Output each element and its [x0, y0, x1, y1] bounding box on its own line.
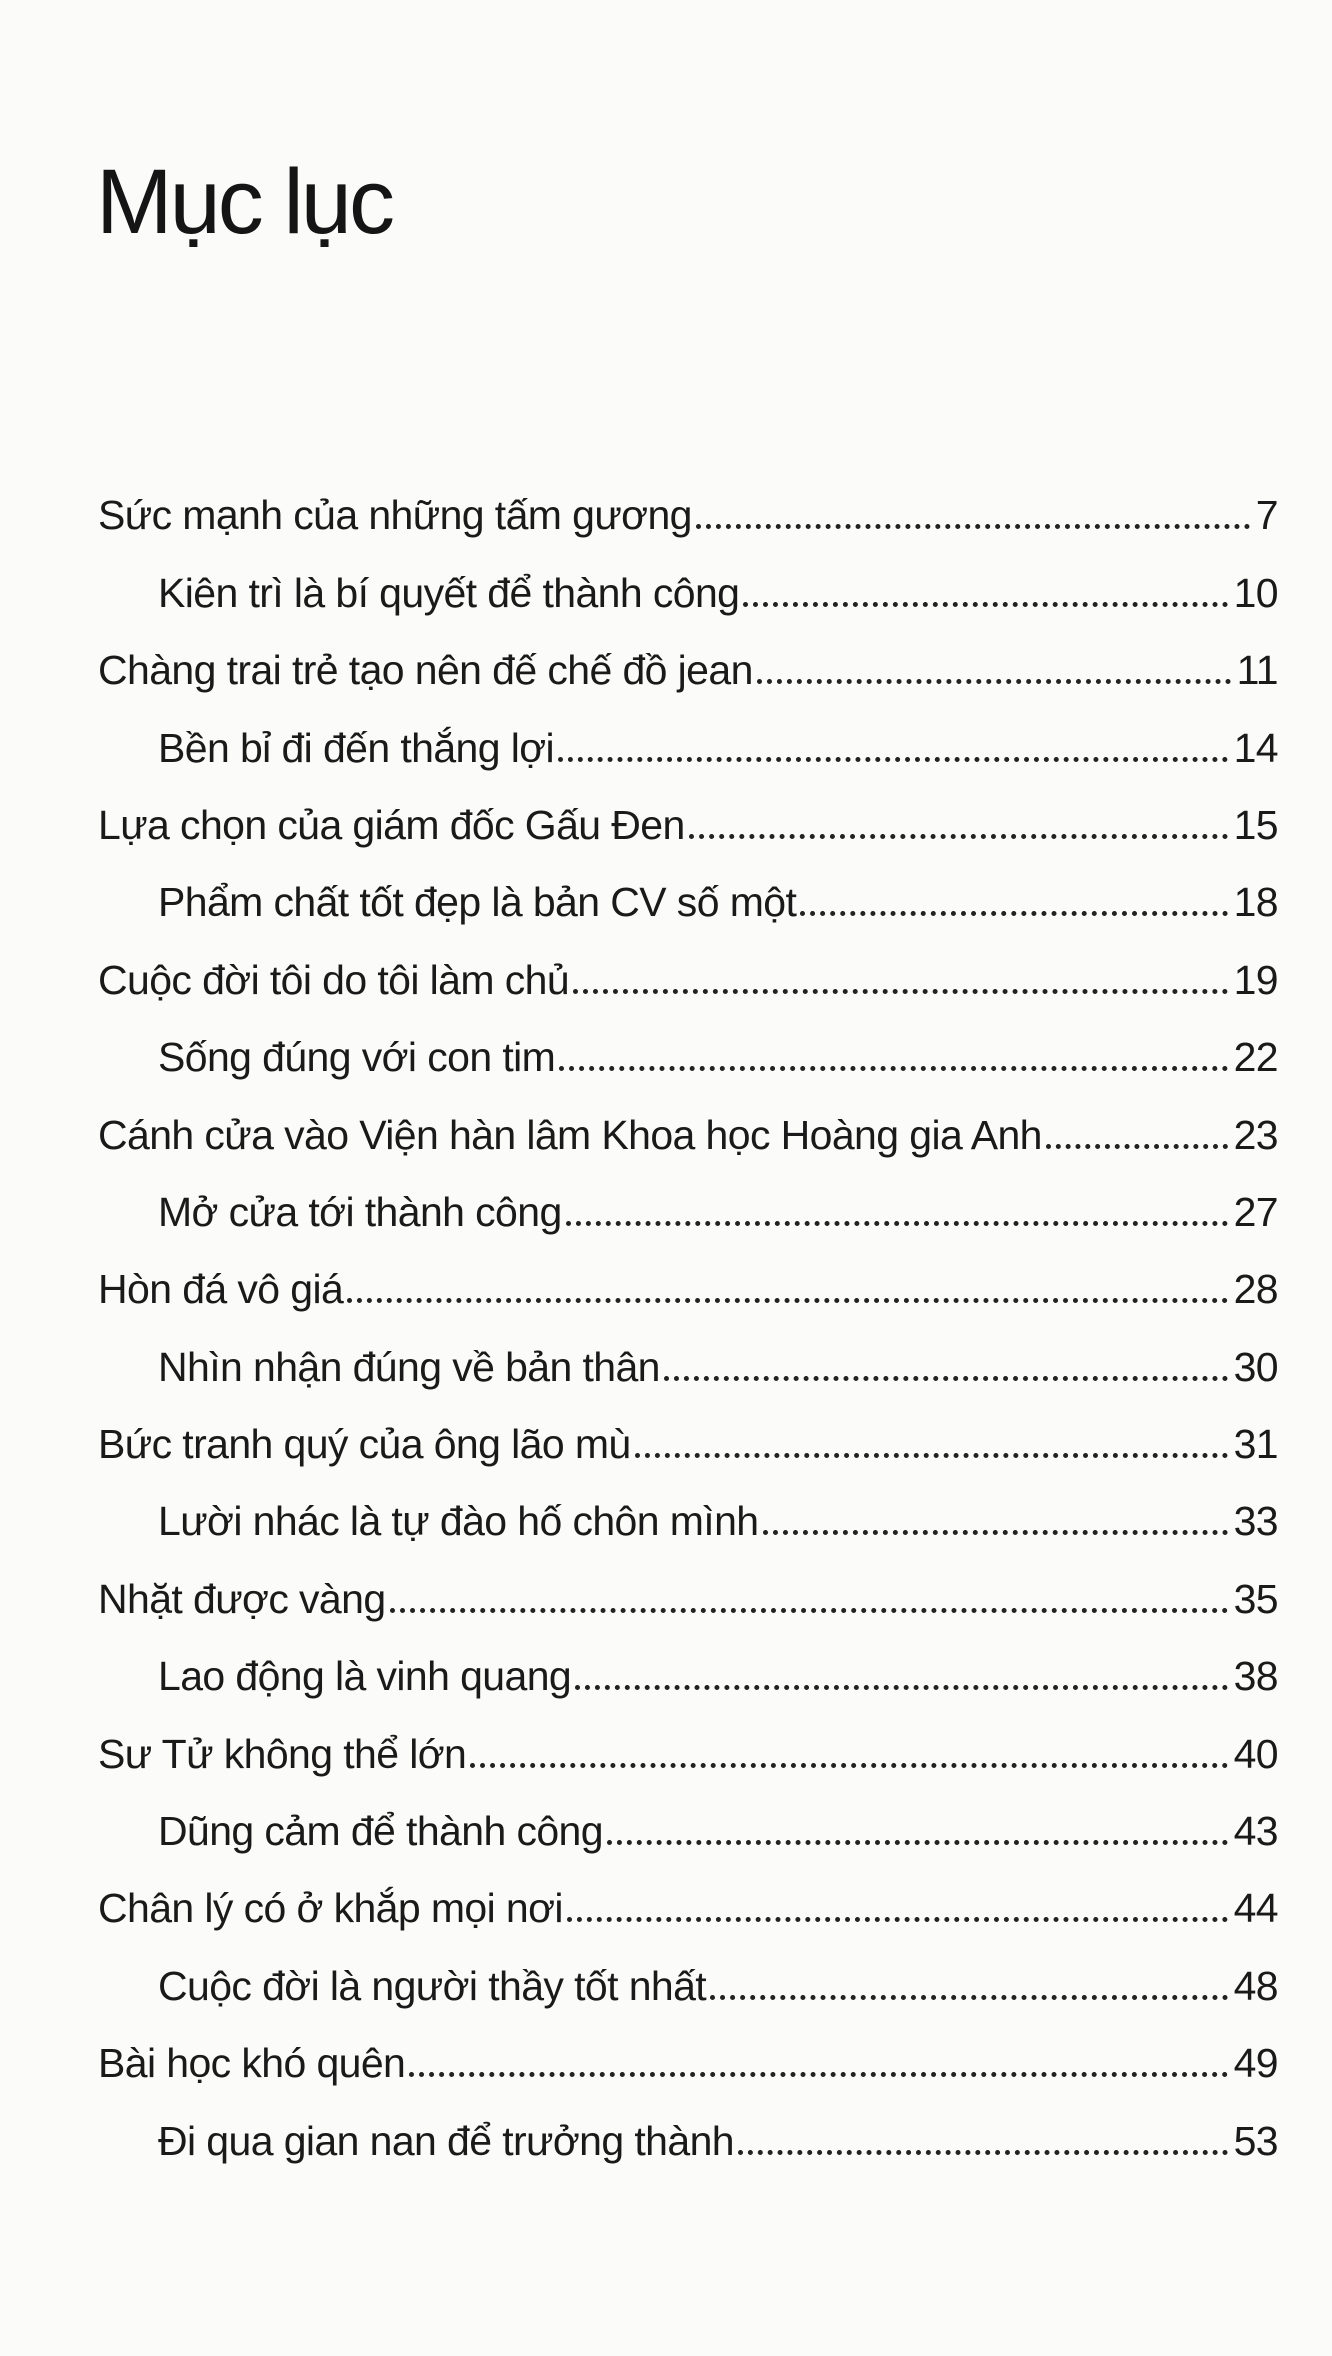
toc-subentry — [98, 1932, 1278, 2009]
toc-entry-title: Lao động là vinh quang — [158, 1653, 572, 1700]
toc-entry-title: Cuộc đời là người thầy tốt nhất — [158, 1962, 707, 2009]
dot-leader — [607, 1840, 1228, 1845]
toc-entry-page: 49 — [1233, 2040, 1278, 2087]
toc-entry-page: 38 — [1233, 1653, 1278, 1700]
toc-entry — [98, 1236, 1278, 1313]
dot-leader — [390, 1608, 1228, 1613]
dot-leader — [763, 1530, 1228, 1535]
toc-subentry — [98, 1623, 1278, 1700]
toc-entry — [98, 1545, 1278, 1622]
toc-entry-page: 27 — [1233, 1188, 1278, 1235]
dot-leader — [573, 989, 1228, 994]
toc-entry-title: Lười nhác là tự đào hố chôn mình — [158, 1498, 759, 1545]
toc-entry — [98, 462, 1278, 539]
toc-entry-page: 22 — [1233, 1034, 1278, 1081]
toc-entry-title: Sức mạnh của những tấm gương — [98, 492, 692, 539]
dot-leader — [757, 679, 1231, 684]
dot-leader — [566, 1221, 1228, 1226]
toc-entry-title: Sư Tử không thể lớn — [98, 1730, 467, 1777]
toc-entry-title: Hòn đá vô giá — [98, 1266, 344, 1313]
toc-entry-title: Phẩm chất tốt đẹp là bản CV số một — [158, 879, 797, 926]
table-of-contents — [98, 462, 1278, 2165]
toc-entry-page: 7 — [1255, 492, 1278, 539]
toc-entry-page: 35 — [1233, 1575, 1278, 1622]
dot-leader — [689, 834, 1228, 839]
toc-entry-title: Chàng trai trẻ tạo nên đế chế đồ jean — [98, 647, 753, 694]
toc-entry-title: Lựa chọn của giám đốc Gấu Đen — [98, 801, 685, 848]
dot-leader — [347, 1298, 1227, 1303]
toc-entry-page: 19 — [1233, 956, 1278, 1003]
toc-entry-title: Mở cửa tới thành công — [158, 1188, 562, 1235]
dot-leader — [470, 1763, 1227, 1768]
toc-entry — [98, 1700, 1278, 1777]
toc-entry-page: 44 — [1233, 1885, 1278, 1932]
toc-entry-title: Cuộc đời tôi do tôi làm chủ — [98, 956, 570, 1003]
toc-entry-title: Bài học khó quên — [98, 2040, 406, 2087]
toc-subentry — [98, 694, 1278, 771]
toc-entry — [98, 1855, 1278, 1932]
toc-entry — [98, 617, 1278, 694]
toc-entry-title: Nhặt được vàng — [98, 1575, 386, 1622]
toc-entry-page: 43 — [1233, 1808, 1278, 1855]
toc-entry-title: Cánh cửa vào Viện hàn lâm Khoa học Hoàng gia Anh — [98, 1111, 1042, 1158]
toc-entry-title: Bền bỉ đi đến thắng lợi — [158, 724, 555, 771]
toc-entry-page: 14 — [1233, 724, 1278, 771]
toc-entry-title: Bức tranh quý của ông lão mù — [98, 1421, 631, 1468]
toc-entry-page: 31 — [1233, 1421, 1278, 1468]
toc-subentry — [98, 849, 1278, 926]
toc-entry-title: Đi qua gian nan để trưởng thành — [158, 2117, 734, 2164]
dot-leader — [559, 1066, 1227, 1071]
toc-entry-page: 33 — [1233, 1498, 1278, 1545]
dot-leader — [575, 1685, 1227, 1690]
dot-leader — [696, 524, 1250, 529]
toc-entry — [98, 1081, 1278, 1158]
dot-leader — [664, 1376, 1228, 1381]
toc-entry — [98, 1391, 1278, 1468]
toc-entry-page: 28 — [1233, 1266, 1278, 1313]
toc-entry-page: 40 — [1233, 1730, 1278, 1777]
toc-entry-page: 30 — [1233, 1343, 1278, 1390]
toc-entry-page: 10 — [1233, 569, 1278, 616]
toc-entry-page: 23 — [1233, 1111, 1278, 1158]
toc-entry-page: 15 — [1233, 801, 1278, 848]
toc-entry-title: Dũng cảm để thành công — [158, 1808, 603, 1855]
dot-leader — [409, 2072, 1227, 2077]
dot-leader — [738, 2150, 1228, 2155]
dot-leader — [567, 1917, 1228, 1922]
toc-entry — [98, 2010, 1278, 2087]
dot-leader — [558, 757, 1228, 762]
toc-entry-page: 18 — [1233, 879, 1278, 926]
toc-subentry — [98, 1004, 1278, 1081]
dot-leader — [710, 1995, 1228, 2000]
dot-leader — [800, 911, 1227, 916]
toc-entry-page: 53 — [1233, 2117, 1278, 2164]
toc-subentry — [98, 1159, 1278, 1236]
toc-entry-page: 48 — [1233, 1962, 1278, 2009]
toc-entry — [98, 772, 1278, 849]
toc-entry — [98, 926, 1278, 1003]
toc-entry-title: Nhìn nhận đúng về bản thân — [158, 1343, 660, 1390]
toc-subentry — [98, 1468, 1278, 1545]
dot-leader — [743, 602, 1227, 607]
toc-subentry — [98, 539, 1278, 616]
dot-leader — [635, 1453, 1228, 1458]
toc-entry-title: Chân lý có ở khắp mọi nơi — [98, 1885, 563, 1932]
toc-subentry — [98, 2087, 1278, 2164]
toc-entry-title: Sống đúng với con tim — [158, 1034, 556, 1081]
toc-entry-title: Kiên trì là bí quyết để thành công — [158, 569, 740, 616]
dot-leader — [1046, 1144, 1228, 1149]
toc-subentry — [98, 1778, 1278, 1855]
toc-subentry — [98, 1313, 1278, 1390]
toc-entry-page: 11 — [1236, 647, 1278, 694]
page-title: Mục lục — [96, 151, 392, 253]
